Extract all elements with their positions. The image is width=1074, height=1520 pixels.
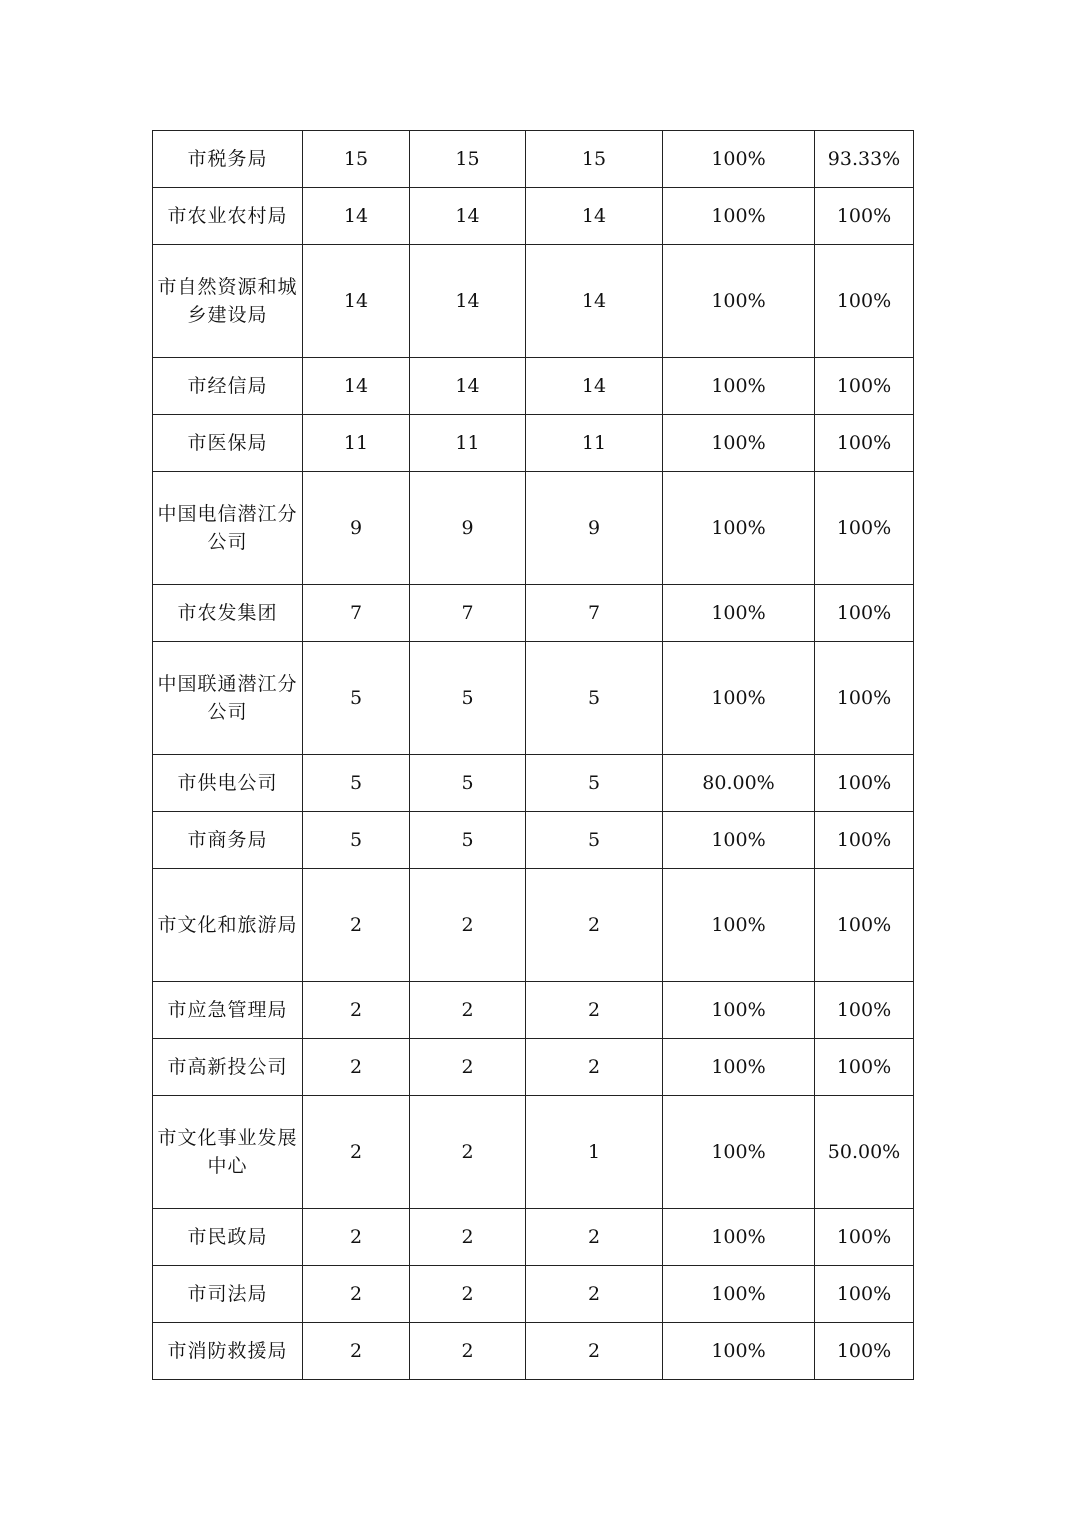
rate-cell-2: 100% xyxy=(815,642,914,755)
table-row xyxy=(153,1039,914,1096)
table-row xyxy=(153,1323,914,1380)
department-name-cell: 市医保局 xyxy=(153,415,303,472)
rate-cell-2: 100% xyxy=(815,415,914,472)
rate-cell-1: 100% xyxy=(663,982,815,1039)
count-cell-2: 2 xyxy=(410,1039,526,1096)
count-cell-2: 5 xyxy=(410,755,526,812)
department-name-cell: 市税务局 xyxy=(153,131,303,188)
table-body xyxy=(153,131,914,1380)
count-cell-1: 2 xyxy=(303,869,410,982)
rate-cell-2: 100% xyxy=(815,869,914,982)
count-cell-3: 11 xyxy=(526,415,663,472)
rate-cell-1: 100% xyxy=(663,869,815,982)
count-cell-3: 2 xyxy=(526,869,663,982)
count-cell-3: 5 xyxy=(526,642,663,755)
count-cell-1: 2 xyxy=(303,1096,410,1209)
rate-cell-1: 100% xyxy=(663,472,815,585)
table-row xyxy=(153,245,914,358)
count-cell-1: 15 xyxy=(303,131,410,188)
rate-cell-2: 50.00% xyxy=(815,1096,914,1209)
rate-cell-1: 100% xyxy=(663,245,815,358)
rate-cell-2: 100% xyxy=(815,188,914,245)
department-name-cell: 市文化和旅游局 xyxy=(153,869,303,982)
table-row xyxy=(153,1266,914,1323)
rate-cell-1: 100% xyxy=(663,1266,815,1323)
table-row xyxy=(153,812,914,869)
department-name-cell: 市高新投公司 xyxy=(153,1039,303,1096)
table-row xyxy=(153,472,914,585)
department-name-cell: 市经信局 xyxy=(153,358,303,415)
count-cell-3: 14 xyxy=(526,188,663,245)
rate-cell-2: 100% xyxy=(815,1323,914,1380)
table-row xyxy=(153,188,914,245)
count-cell-2: 2 xyxy=(410,869,526,982)
count-cell-2: 2 xyxy=(410,1323,526,1380)
count-cell-3: 2 xyxy=(526,1266,663,1323)
department-name-cell: 中国电信潜江分公司 xyxy=(153,472,303,585)
rate-cell-2: 100% xyxy=(815,472,914,585)
count-cell-2: 7 xyxy=(410,585,526,642)
count-cell-3: 14 xyxy=(526,358,663,415)
table-row xyxy=(153,642,914,755)
rate-cell-2: 100% xyxy=(815,982,914,1039)
count-cell-1: 2 xyxy=(303,1266,410,1323)
rate-cell-1: 80.00% xyxy=(663,755,815,812)
count-cell-2: 2 xyxy=(410,982,526,1039)
rate-cell-2: 100% xyxy=(815,358,914,415)
rate-cell-1: 100% xyxy=(663,188,815,245)
count-cell-3: 2 xyxy=(526,1323,663,1380)
count-cell-2: 2 xyxy=(410,1096,526,1209)
table-row xyxy=(153,1096,914,1209)
rate-cell-2: 100% xyxy=(815,1209,914,1266)
rate-cell-1: 100% xyxy=(663,415,815,472)
rate-cell-1: 100% xyxy=(663,1039,815,1096)
department-name-cell: 市商务局 xyxy=(153,812,303,869)
count-cell-1: 2 xyxy=(303,1039,410,1096)
rate-cell-2: 100% xyxy=(815,245,914,358)
department-name-cell: 市民政局 xyxy=(153,1209,303,1266)
rate-cell-1: 100% xyxy=(663,642,815,755)
count-cell-2: 15 xyxy=(410,131,526,188)
rate-cell-2: 93.33% xyxy=(815,131,914,188)
count-cell-1: 11 xyxy=(303,415,410,472)
count-cell-2: 9 xyxy=(410,472,526,585)
table-row xyxy=(153,415,914,472)
count-cell-3: 9 xyxy=(526,472,663,585)
count-cell-3: 2 xyxy=(526,1039,663,1096)
count-cell-1: 9 xyxy=(303,472,410,585)
rate-cell-1: 100% xyxy=(663,1209,815,1266)
department-name-cell: 市消防救援局 xyxy=(153,1323,303,1380)
rate-cell-2: 100% xyxy=(815,755,914,812)
department-name-cell: 中国联通潜江分公司 xyxy=(153,642,303,755)
count-cell-2: 5 xyxy=(410,642,526,755)
count-cell-1: 5 xyxy=(303,755,410,812)
department-name-cell: 市自然资源和城乡建设局 xyxy=(153,245,303,358)
count-cell-2: 2 xyxy=(410,1266,526,1323)
table-row xyxy=(153,358,914,415)
count-cell-1: 5 xyxy=(303,812,410,869)
count-cell-1: 2 xyxy=(303,1323,410,1380)
table-row xyxy=(153,1209,914,1266)
department-name-cell: 市农发集团 xyxy=(153,585,303,642)
count-cell-1: 14 xyxy=(303,245,410,358)
rate-cell-2: 100% xyxy=(815,1266,914,1323)
count-cell-3: 5 xyxy=(526,755,663,812)
rate-cell-2: 100% xyxy=(815,812,914,869)
table-row xyxy=(153,755,914,812)
rate-cell-1: 100% xyxy=(663,585,815,642)
rate-cell-1: 100% xyxy=(663,358,815,415)
department-stats-table xyxy=(152,130,914,1380)
rate-cell-1: 100% xyxy=(663,812,815,869)
department-name-cell: 市司法局 xyxy=(153,1266,303,1323)
department-name-cell: 市供电公司 xyxy=(153,755,303,812)
count-cell-2: 11 xyxy=(410,415,526,472)
department-name-cell: 市文化事业发展中心 xyxy=(153,1096,303,1209)
table-row xyxy=(153,869,914,982)
count-cell-2: 14 xyxy=(410,245,526,358)
count-cell-3: 2 xyxy=(526,1209,663,1266)
rate-cell-1: 100% xyxy=(663,1096,815,1209)
count-cell-3: 2 xyxy=(526,982,663,1039)
department-name-cell: 市农业农村局 xyxy=(153,188,303,245)
count-cell-2: 5 xyxy=(410,812,526,869)
table-row xyxy=(153,131,914,188)
count-cell-1: 2 xyxy=(303,982,410,1039)
count-cell-1: 7 xyxy=(303,585,410,642)
rate-cell-1: 100% xyxy=(663,1323,815,1380)
rate-cell-1: 100% xyxy=(663,131,815,188)
count-cell-3: 7 xyxy=(526,585,663,642)
count-cell-1: 14 xyxy=(303,188,410,245)
count-cell-3: 1 xyxy=(526,1096,663,1209)
table-row xyxy=(153,585,914,642)
count-cell-2: 14 xyxy=(410,358,526,415)
count-cell-3: 5 xyxy=(526,812,663,869)
count-cell-3: 15 xyxy=(526,131,663,188)
count-cell-1: 14 xyxy=(303,358,410,415)
table-row xyxy=(153,982,914,1039)
department-name-cell: 市应急管理局 xyxy=(153,982,303,1039)
count-cell-2: 14 xyxy=(410,188,526,245)
rate-cell-2: 100% xyxy=(815,1039,914,1096)
count-cell-2: 2 xyxy=(410,1209,526,1266)
rate-cell-2: 100% xyxy=(815,585,914,642)
count-cell-1: 5 xyxy=(303,642,410,755)
count-cell-3: 14 xyxy=(526,245,663,358)
count-cell-1: 2 xyxy=(303,1209,410,1266)
